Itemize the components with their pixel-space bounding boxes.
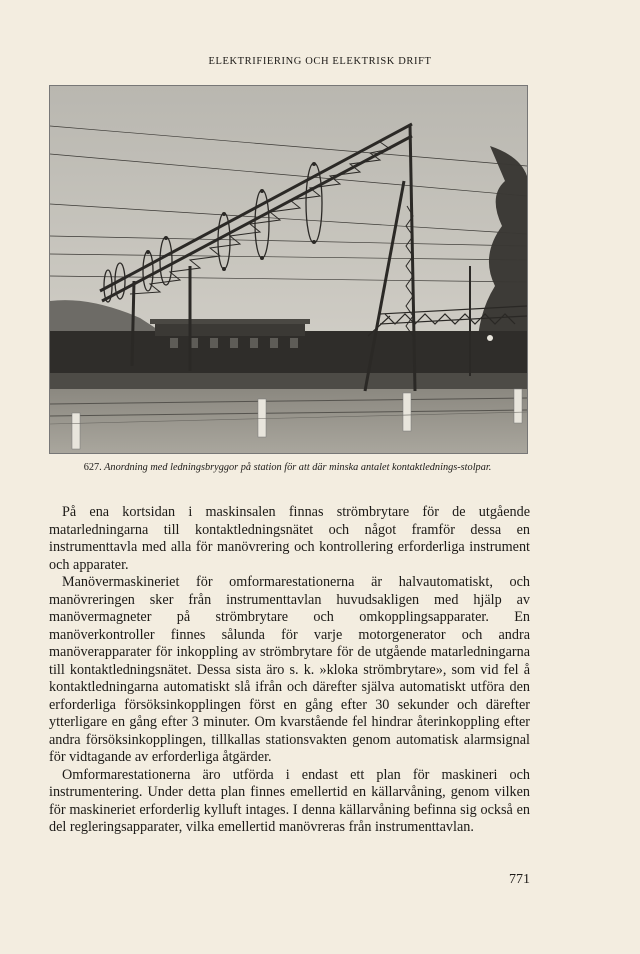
page-number: 771 [509, 872, 530, 887]
railway-station-photo [50, 86, 527, 453]
figure-photo [49, 85, 528, 454]
caption-text: Anordning med ledningsbryggor på station för att där minska antalet kontaktlednings-stolpar. [104, 462, 492, 473]
figure-caption [49, 461, 526, 475]
caption-number: 627. [83, 462, 102, 473]
paragraph: På ena kortsidan i maskinsalen finnas strömbrytare för de utgående matarledningarna till kontaktledningsnätet och något framför dessa en instrumenttavla med alla för manövrering och kontrollering erforderliga instrument och apparater. [49, 504, 530, 573]
body-text [49, 504, 530, 837]
paragraph: Omformarestationerna äro utförda i endast ett plan för maskineri och instrumentering. Under detta plan finnes emellertid en källarvåning, genom vilken för maskineriet erforderlig kylluft intages. I denna källarvåning befinna sig också en del regleringsapparater, vilka emellertid manövreras från instrumenttavlan. [49, 766, 530, 835]
running-head: ELEKTRIFIERING OCH ELEKTRISK DRIFT [208, 56, 432, 67]
paragraph: Manövermaskineriet för omformarestationerna är halvautomatiskt, och manövreringen sker från instrumenttavlan huvudsakligen med hjälp av manövermagneter på strömbrytare och omkopplingsapparater. En manöverkontroller finnes sålunda för varje motorgenerator och andra manöverapparater för inkoppling av strömbrytare för de utgående matarledningarna till kontaktledningsnätet. Dessa sista äro s. k. »kloka strömbrytare», som vid fel å kontaktledningarna automatiskt slå ifrån och därefter själva automatiskt utföra den erforderliga försöksinkopplingen först en gång efter 30 sekunder och därefter ytterligare en gång efter 3 minuter. Om kvarstående fel hindrar återinkoppling efter andra försöksinkopplingen, tillkallas stationsvakten genom automatisk alarmsignal för vidtagande av erforderliga åtgärder. [49, 574, 530, 765]
